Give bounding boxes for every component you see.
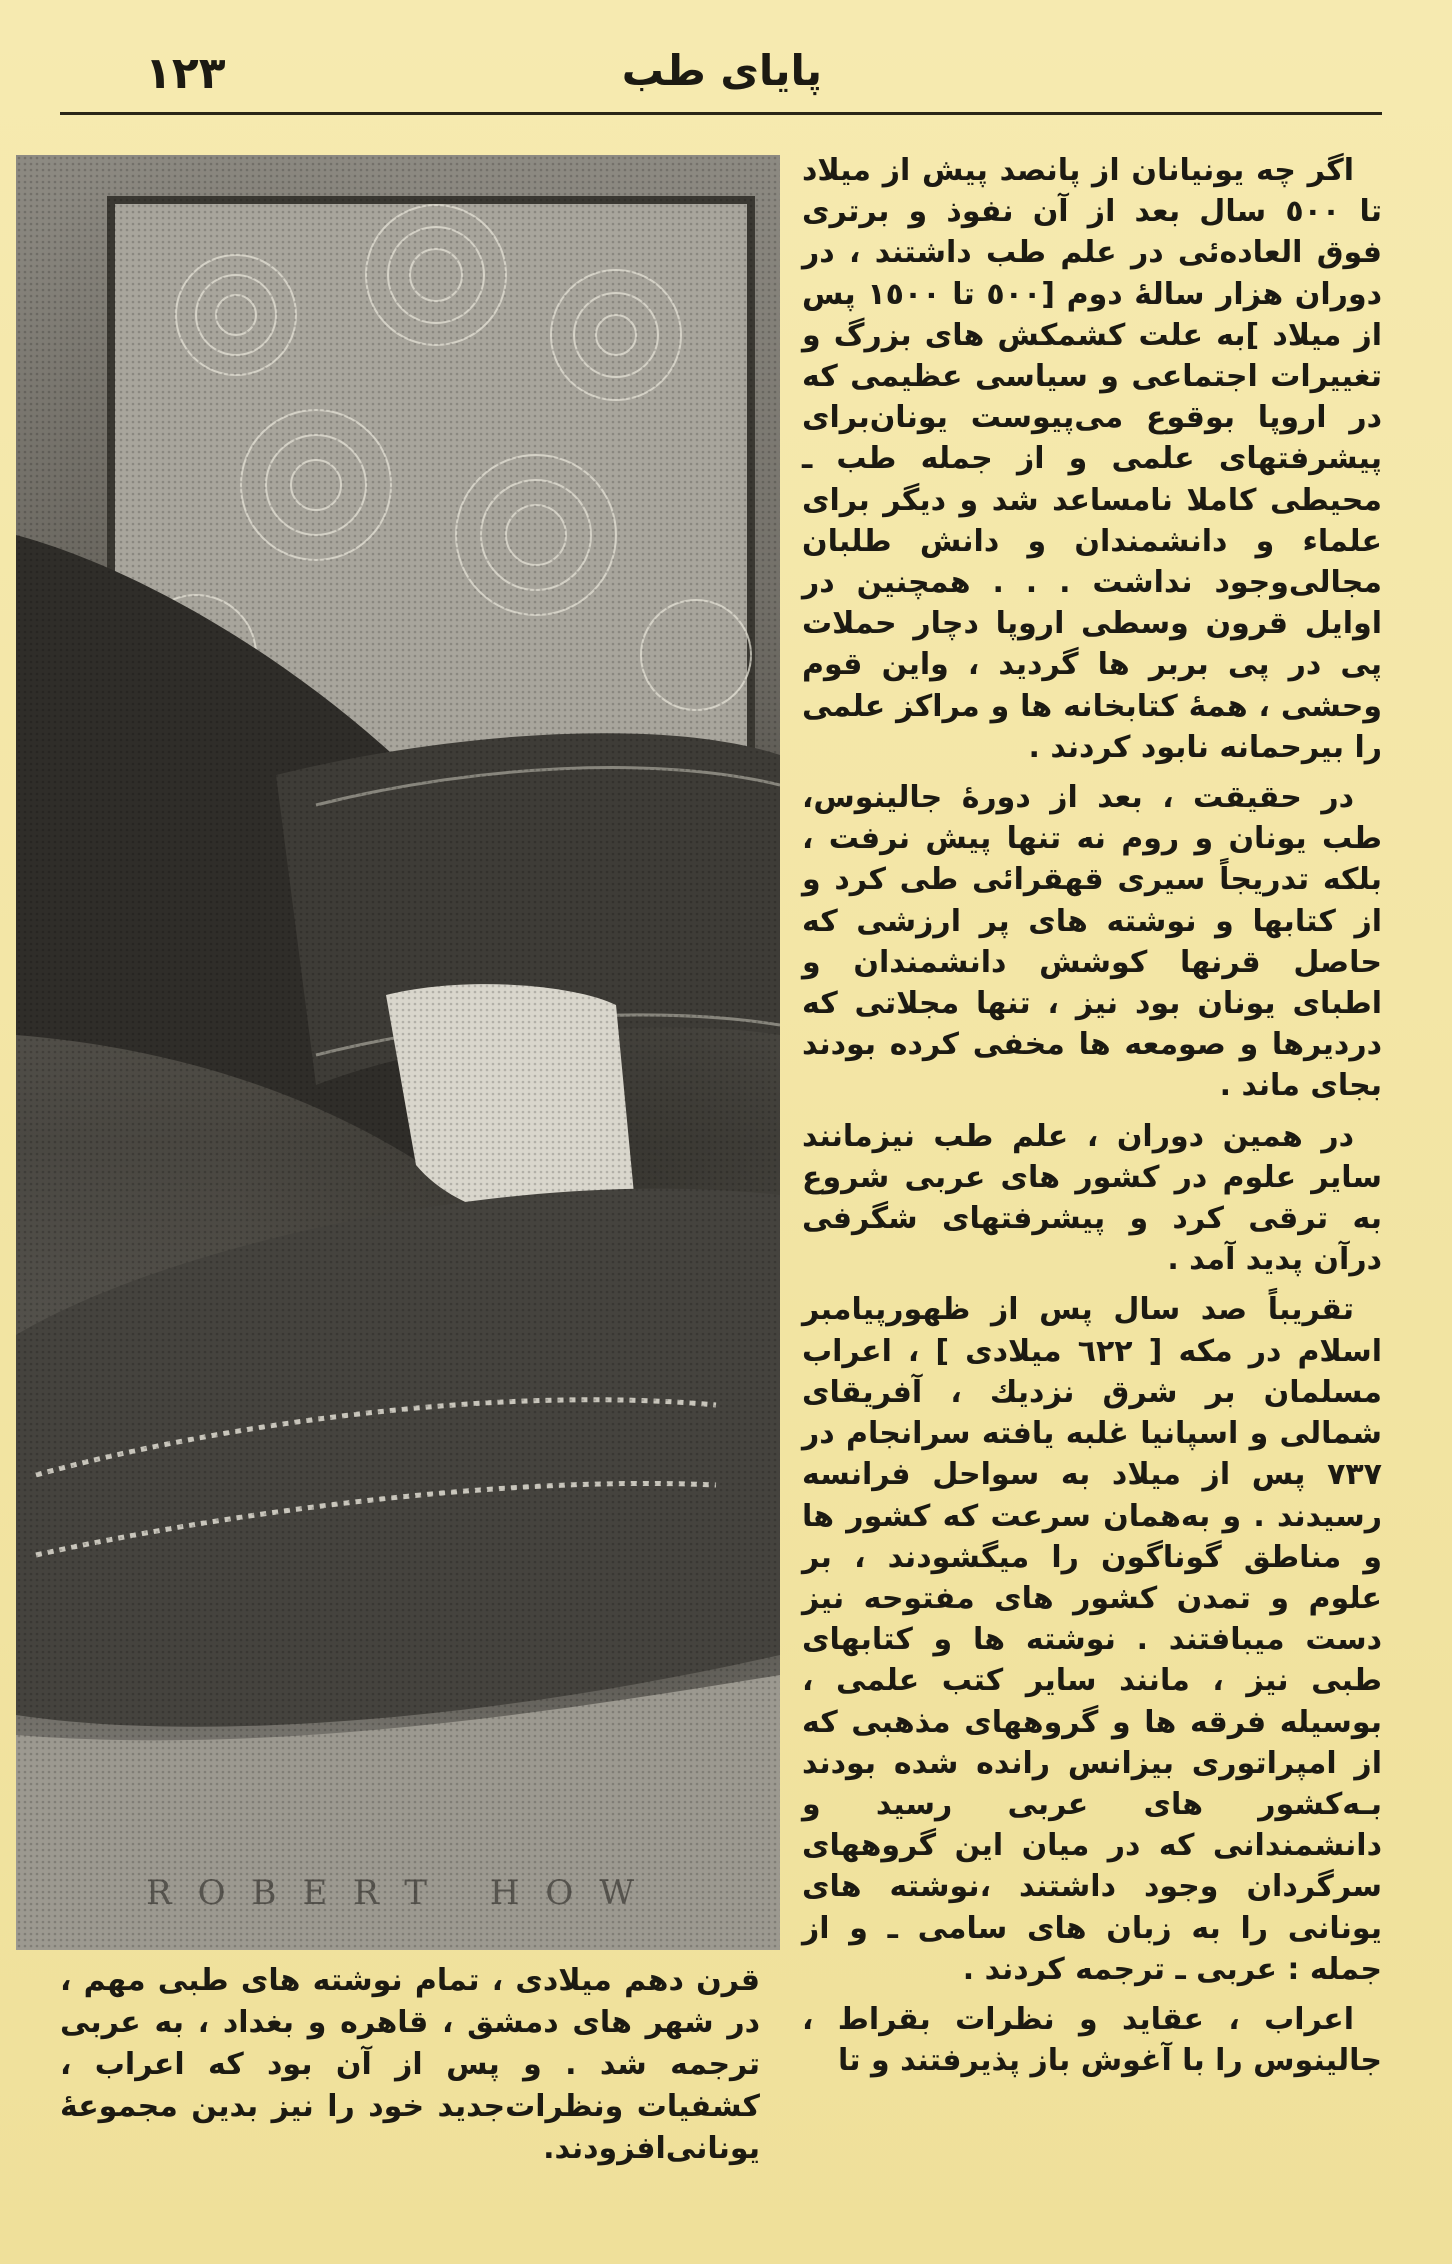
article-paragraph: در حقيقت ، بعد از دورهٔ جالينوس، طب يونان و روم نه تنها پيش نرفت ، بلكه تدريجاً سيرى قهقرائى طى كرد و از كتابها و نوشته هاى پر ارزشى كه حاصل قرنها كوشش دانشمندان و اطباى يونان بود نيز ، تنها مجلاتى كه دردير‌ها و صومعه ها مخفى كرده بودند بجاى ماند . — [802, 780, 1382, 1104]
photo-illustration — [16, 155, 780, 1950]
article-paragraph: تقريباً صد سال پس از ظهورپيامبر اسلام در مكه [ ٦٢٢ ميلادى ] ، اعراب مسلمان بر شرق نزديك ، آفريقاى شمالى و اسپانيا غلبه يافته سرانجام در ٧٣٧ پس از ميلاد به سواحل فرانسه رسيدند . و به‌همان سرعت كه كشور ها و مناطق گوناگون را ميگشودند ، بر علوم و تمدن كشور هاى مفتوحه نيز دست ميبافتند . نوشته ها و كتابهاى طبى نيز ، مانند ساير كتب علمى ، بوسيله فرقه ها و گروههاى مذهبى كه از امپراتورى بيزانس رانده شده بودند بـه‌كشور هاى عربى رسيد و دانشمندانى كه در ميان اين گروههاى سرگردان وجود داشتند ،نوشته هاى يونانى را به زبان هاى سامى ـ و از جمله : عربى ـ ترجمه كردند . — [802, 1292, 1382, 1987]
article-paragraph: اگر چه يونيانان از پانصد پيش از ميلاد تا ٥٠٠ سال بعد از آن نفوذ و برترى فوق العاده‌ئى در علم طب داشتند ، در دوران هزار سالهٔ دوم [٥٠٠ تا ١٥٠٠ پس از ميلاد ]به علت كشمكش هاى بزرگ و تغييرات اجتماعى و سياسى عظيمى كه در اروپا بوقوع مى‌پيوست يونان‌براى پيشرفتهاى علمى و از جمله طب ـ محيطى كاملا نامساعد شد و ديگر براى علماء و دانشمندان و دانش طلبان مجالى‌وجود نداشت . . . همچنين در اوايل قرون وسطى اروپا دچار حملات پى در پى بربر ها گرديد ، واين قوم وحشى ، همهٔ كتابخانه ها و مراكز علمى را بيرحمانه نابود كردند . — [802, 153, 1382, 765]
page-number: ١٢٣ — [145, 48, 226, 99]
header-rule — [60, 112, 1382, 115]
article-paragraph: اعراب ، عقايد و نظرات بقراط ، جالينوس را با آغوش باز پذيرفتند و تا — [802, 2001, 1382, 2079]
running-title: پاياى طب — [621, 46, 822, 95]
page-header — [60, 40, 1382, 104]
photo-caption: قرن دهم ميلادى ، تمام نوشته هاى طبى مهم ، در شهر هاى دمشق ، قاهره و بغداد ، به عربى ترجمه شد . و پس از آن بود كه اعراب ، كشفيات ونظرات‌جديد خود را نيز بدين مجموعهٔ يونانى‌افزودند. — [60, 1963, 760, 2166]
article-paragraph: در همين دوران ، علم طب نيزمانند ساير علوم در كشور هاى عربى شروع به ترقى كرد و پيشرفتهاى شگرفى در‌آن پديد آمد . — [802, 1118, 1382, 1278]
photo-credit-watermark: ROBERT HOW — [146, 1873, 661, 1913]
article-body — [802, 150, 1382, 2090]
manuscript-photo — [16, 155, 780, 1950]
